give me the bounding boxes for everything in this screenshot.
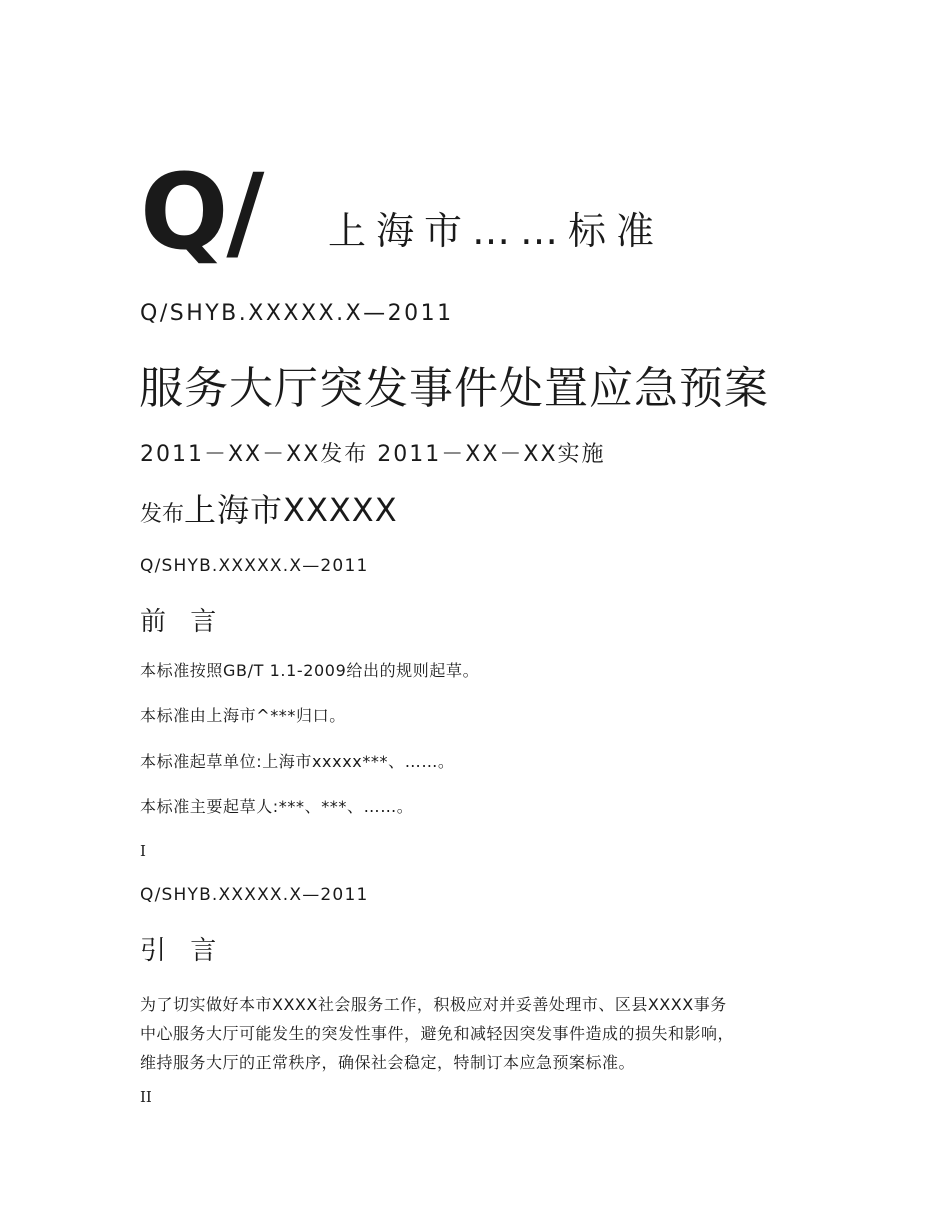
document-title: 服务大厅突发事件处置应急预案: [139, 363, 769, 414]
foreword-paragraph: 本标准起草单位:上海市xxxxx***、……。: [140, 752, 455, 771]
page2-code: Q/SHYB.XXXXX.X—2011: [140, 885, 369, 905]
foreword-paragraph: 本标准按照GB/T 1.1-2009给出的规则起草。: [140, 661, 480, 680]
foreword-heading: 前 言: [140, 607, 225, 637]
page-number: I: [140, 842, 146, 860]
page1-code: Q/SHYB.XXXXX.X—2011: [140, 556, 369, 576]
foreword-paragraph: 本标准由上海市^***归口。: [140, 706, 346, 725]
standard-code: Q/SHYB.XXXXX.X—2011: [140, 301, 454, 326]
page-number: II: [140, 1088, 152, 1106]
standard-logo: Q/: [140, 151, 263, 273]
introduction-line: 维持服务大厅的正常秩序，确保社会稳定，特制订本应急预案标准。: [140, 1053, 636, 1072]
publisher: [140, 491, 398, 529]
foreword-paragraph: 本标准主要起草人:***、***、……。: [140, 797, 414, 816]
introduction-heading: 引 言: [140, 936, 225, 966]
publisher-name: 上海市XXXXX: [184, 491, 398, 529]
standard-title: 上海市……标准: [328, 209, 665, 253]
publish-dates: 2011－XX－XX发布 2011－XX－XX实施: [140, 442, 606, 467]
introduction-line: 为了切实做好本市XXXX社会服务工作，积极应对并妥善处理市、区县XXXX事务: [140, 995, 727, 1014]
introduction-text: [140, 990, 820, 1077]
introduction-line: 中心服务大厅可能发生的突发性事件，避免和减轻因突发事件造成的损失和影响，: [140, 1024, 735, 1043]
publisher-prefix: 发布: [140, 502, 185, 527]
